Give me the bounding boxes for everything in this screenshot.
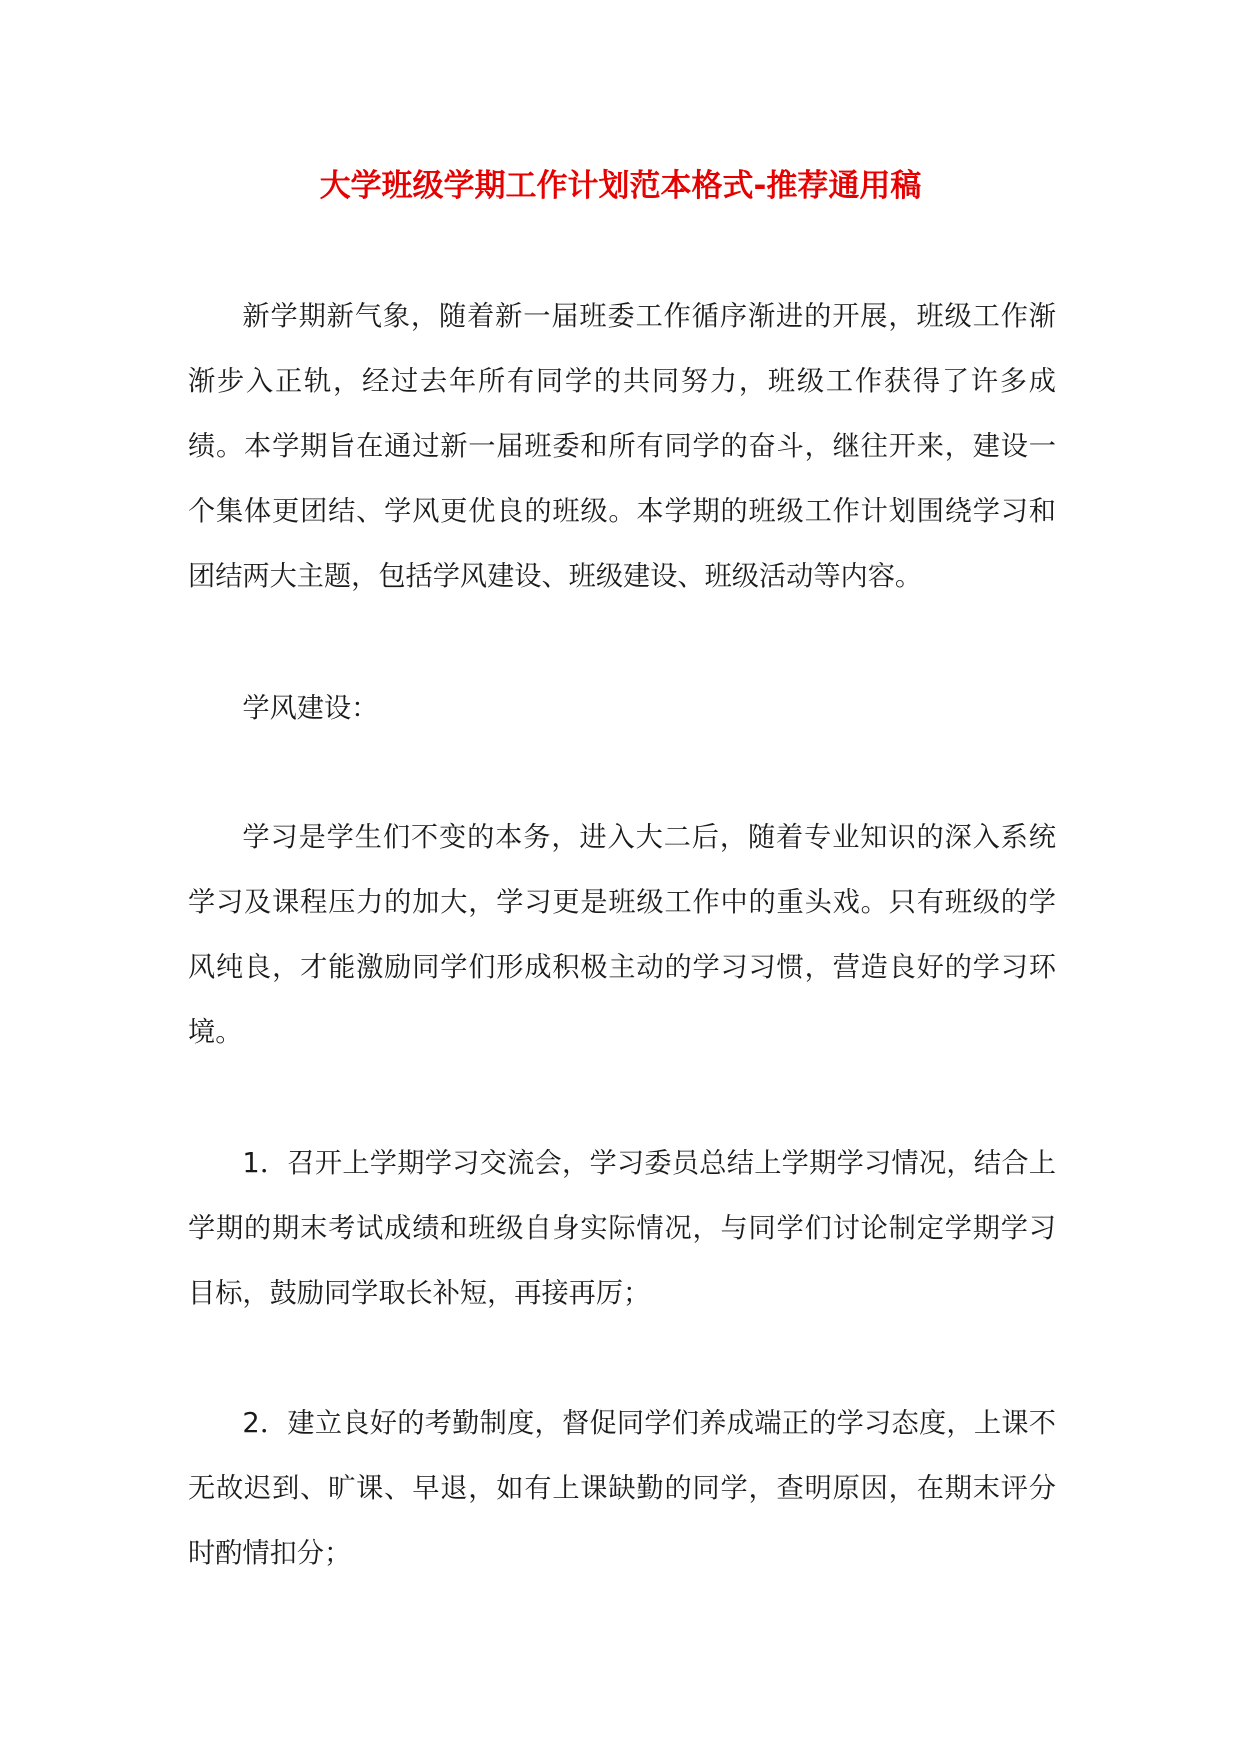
section-heading-study-style: 学风建设：: [242, 693, 379, 724]
list-item-1: 1．召开上学期学习交流会，学习委员总结上学期学习情况，结合上学期的期末考试成绩和班级自身实际情况，与同学们讨论制定学期学习目标，鼓励同学取长补短，再接再厉；: [188, 1148, 1056, 1309]
list-item-2: 2．建立良好的考勤制度，督促同学们养成端正的学习态度，上课不无故迟到、旷课、早退，如有上课缺勤的同学，查明原因，在期末评分时酌情扣分；: [188, 1408, 1056, 1569]
study-style-paragraph: 学习是学生们不变的本务，进入大二后，随着专业知识的深入系统学习及课程压力的加大，学习更是班级工作中的重头戏。只有班级的学风纯良，才能激励同学们形成积极主动的学习习惯，营造良好的学习环境。: [188, 822, 1056, 1048]
document-title: 大学班级学期工作计划范本格式-推荐通用稿: [319, 168, 922, 204]
intro-paragraph: 新学期新气象，随着新一届班委工作循序渐进的开展，班级工作渐渐步入正轨，经过去年所有同学的共同努力，班级工作获得了许多成绩。本学期旨在通过新一届班委和所有同学的奋斗，继往开来，建设一个集体更团结、学风更优良的班级。本学期的班级工作计划围绕学习和团结两大主题，包括学风建设、班级建设、班级活动等内容。: [188, 301, 1056, 592]
